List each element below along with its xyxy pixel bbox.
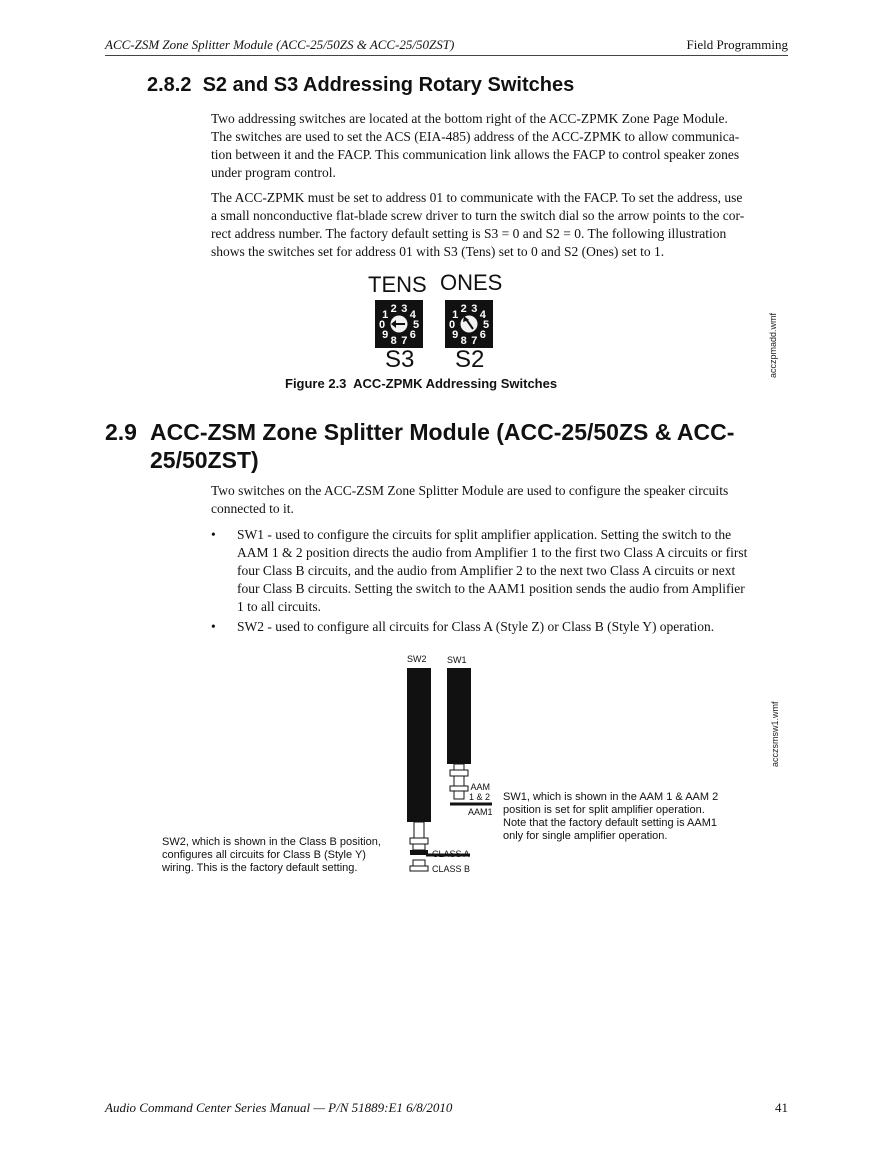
s3-label: S3: [385, 346, 415, 373]
sw2-switch-body: [407, 668, 431, 822]
text-line: AAM 1 & 2 position directs the audio from Amplifier 1 to the first two Class A circuits or first: [237, 545, 748, 560]
text-line: shows the switches set for address 01 with S3 (Tens) set to 0 and S2 (Ones) set to 1.: [211, 244, 665, 259]
text-line: Two switches on the ACC-ZSM Zone Splitter Module are used to configure the speaker circuits: [211, 483, 729, 498]
s2-label: S2: [455, 346, 485, 373]
dial-digit: 8: [460, 335, 467, 348]
note-line: Note that the factory default setting is AAM1: [503, 817, 718, 829]
rotary-switches-figure: [372, 298, 502, 352]
section-2-9-heading: [105, 418, 788, 474]
dial-digit: 8: [390, 335, 397, 348]
header-rule: [105, 55, 788, 56]
bullet-marker: •: [211, 527, 216, 542]
dial-digit: 6: [479, 329, 486, 341]
running-header-section: Field Programming: [686, 37, 788, 52]
dial-digit: 7: [401, 335, 408, 348]
figure-sw-file-label: acczsmsw1.wmf: [770, 701, 780, 767]
s2-rotary-switch: [445, 300, 493, 348]
note-line: only for single amplifier operation.: [503, 830, 668, 842]
bullet-text: [237, 618, 788, 636]
dial-digit: 9: [452, 329, 459, 341]
footer-manual-title: Audio Command Center Series Manual — P/N 51889:E1 6/8/2010: [105, 1100, 453, 1115]
dial-digit: 3: [471, 302, 478, 315]
text-line: SW2 - used to configure all circuits for Class A (Style Z) or Class B (Style Y) operation.: [237, 619, 715, 634]
section-2-8-2-paragraph-1: [211, 110, 788, 182]
figure-2-3-caption: Figure 2.3 ACC-ZPMK Addressing Switches: [285, 376, 558, 391]
text-line: SW1 - used to configure the circuits for split amplifier application. Setting the switch to the: [237, 527, 732, 542]
heading-line-2: 25/50ZST): [150, 447, 259, 473]
sw1-label: SW1: [447, 655, 467, 665]
heading-line-1: ACC-ZSM Zone Splitter Module (ACC-25/50ZS & ACC-: [150, 419, 735, 445]
text-line: under program control.: [211, 165, 336, 180]
aam-1-2-label: [469, 782, 490, 802]
note-line: SW1, which is shown in the AAM 1 & AAM 2: [503, 791, 719, 803]
dial-digit: 0: [448, 319, 456, 331]
dial-digit: 0: [378, 319, 386, 331]
text-line: tion between it and the FACP. This communication link allows the FACP to control speaker zones: [211, 147, 740, 162]
note-line: position is set for split amplifier operation.: [503, 804, 705, 816]
sw1-switch-body: [447, 668, 471, 764]
dial-digit: 7: [471, 335, 478, 348]
dial-digit: 4: [479, 309, 486, 321]
aam1-label: AAM1: [468, 807, 493, 817]
dial-digit: 9: [382, 329, 389, 341]
section-2-8-2-heading: 2.8.2 S2 and S3 Addressing Rotary Switches: [147, 74, 575, 96]
s3-rotary-switch: [375, 300, 423, 348]
class-b-label: CLASS B: [432, 864, 471, 874]
dial-digit: 3: [401, 302, 408, 315]
text-line: Two addressing switches are located at the bottom right of the ACC-ZPMK Zone Page Module.: [211, 111, 728, 126]
running-header-title: ACC-ZSM Zone Splitter Module (ACC-25/50ZS & ACC-25/50ZST): [105, 37, 455, 52]
text-line: connected to it.: [211, 501, 294, 516]
aam-line-2: 1 & 2: [469, 792, 491, 802]
sw2-note: [162, 836, 381, 875]
page-number: 41: [775, 1100, 788, 1115]
tens-label: TENS: [368, 272, 427, 297]
bullet-text: [237, 526, 788, 616]
sw1-note: [503, 791, 718, 843]
section-2-8-2-paragraph-2: [211, 189, 788, 261]
bullet-marker: •: [211, 619, 216, 634]
dial-digit: 5: [412, 319, 420, 331]
sw2-label: SW2: [407, 654, 427, 664]
bullet-item-sw1: [211, 526, 788, 616]
note-line: wiring. This is the factory default setting.: [162, 862, 358, 874]
text-line: The switches are used to set the ACS (EIA-485) address of the ACC-ZPMK to allow communica-: [211, 129, 740, 144]
ones-label: ONES: [440, 270, 503, 295]
text-line: rect address number. The factory default setting is S3 = 0 and S2 = 0. The following illustration: [211, 226, 727, 241]
dial-digit: 5: [482, 319, 490, 331]
text-line: 1 to all circuits.: [237, 599, 321, 614]
dial-digit: 6: [409, 329, 416, 341]
note-line: SW2, which is shown in the Class B position,: [162, 836, 381, 848]
dial-digit: 2: [390, 302, 397, 315]
dial-digit: 1: [382, 309, 389, 321]
text-line: four Class B circuits. Setting the switch to the AAM1 position sends the audio from Amplifier: [237, 581, 745, 596]
dial-digit: 2: [460, 302, 467, 315]
note-line: configures all circuits for Class B (Style Y): [162, 849, 366, 861]
dial-digit: 4: [409, 309, 416, 321]
figure-file-label: acczpmadd.wmf: [768, 312, 778, 378]
dial-digit: 1: [452, 309, 459, 321]
section-2-9-intro: [211, 482, 788, 518]
text-line: four Class B circuits, and the audio from Amplifier 2 to the next two Class A circuits or next: [237, 563, 736, 578]
class-a-label: CLASS A: [432, 849, 470, 859]
dip-switches-figure: [400, 664, 500, 879]
section-number: 2.9: [105, 419, 137, 445]
text-line: a small nonconductive flat-blade screw driver to turn the switch dial so the arrow points to the cor-: [211, 208, 745, 223]
text-line: The ACC-ZPMK must be set to address 01 to communicate with the FACP. To set the address, use: [211, 190, 743, 205]
aam-line-1: AAM: [470, 782, 491, 792]
bullet-item-sw2: [211, 618, 788, 636]
